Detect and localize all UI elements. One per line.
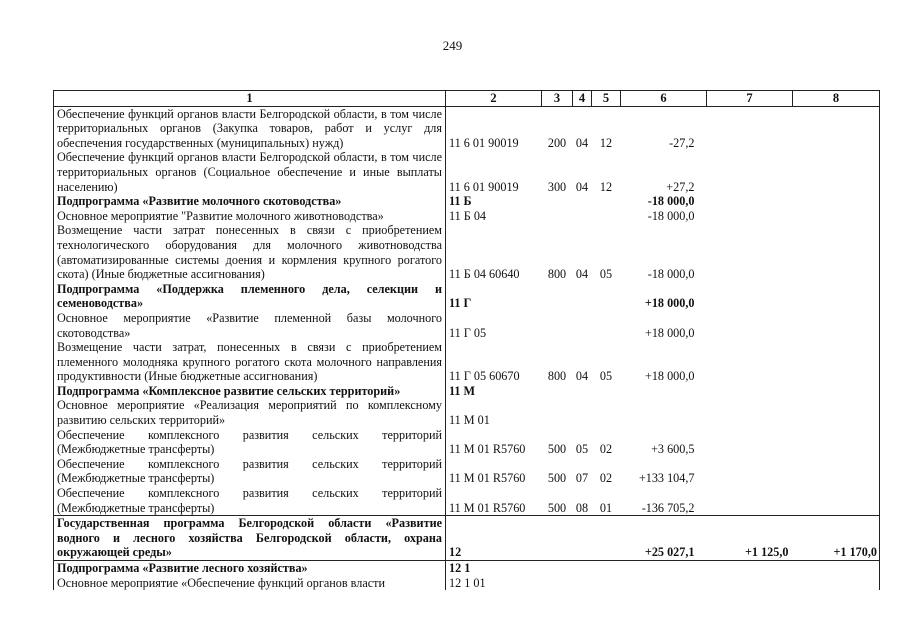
row-c8 [793,561,880,576]
header-cell: 6 [621,91,707,107]
row-c5 [592,561,621,576]
row-c8 [793,282,880,311]
row-c5 [592,516,621,561]
table-row [54,282,880,311]
row-c5: 01 [599,500,613,515]
row-name: Подпрограмма «Поддержка племенного дела, селекции и семеноводства» [54,282,446,311]
row-c3 [542,311,573,340]
row-c3 [542,576,573,591]
header-cell: 1 [54,91,446,107]
row-name: Обеспечение комплексного развития сельских территорий (Межбюджетные трансферты) [54,428,446,457]
row-code: 11 Б 04 60640 [446,223,542,281]
row-c6: -18 000,0 [647,194,695,209]
row-c3: 800 [547,369,567,384]
row-c7 [707,486,793,516]
row-name: Возмещение части затрат понесенных в связи с приобретением технологического оборудования для молочного животноводства (автоматизированные системы доения и кормления крупного рогатого скота) (Иные бюджетные ассигнования) [54,223,446,281]
table-row [54,311,880,340]
row-c4 [573,561,592,576]
row-code: 11 6 01 90019 [446,106,542,150]
row-c6: -27,2 [669,135,695,150]
row-c7 [707,106,793,150]
row-c7 [707,398,793,427]
row-c7 [707,384,793,399]
row-c7 [707,194,793,209]
row-c8 [793,340,880,384]
row-code: 11 Г 05 [446,311,542,340]
row-c8 [793,428,880,457]
row-c4: 04 [575,179,589,194]
header-row [54,91,880,107]
row-c4: 04 [575,369,589,384]
row-c7 [707,457,793,486]
row-c5 [592,282,621,311]
row-c4 [573,311,592,340]
row-c7 [707,282,793,311]
row-code: 11 М [446,384,542,399]
row-c5 [592,398,621,427]
row-c3 [542,384,573,399]
row-c3: 200 [547,135,567,150]
row-name: Обеспечение комплексного развития сельских территорий (Межбюджетные трансферты) [54,457,446,486]
row-c7 [707,223,793,281]
row-c7 [707,428,793,457]
row-c4: 07 [575,471,589,486]
row-c6: +25 027,1 [621,516,707,561]
table-row [54,486,880,516]
row-c6: -18 000,0 [647,267,695,282]
row-c8: +1 170,0 [793,516,880,561]
row-code: 12 1 01 [446,576,542,591]
row-c6: +18 000,0 [644,325,695,340]
row-name: Основное мероприятие «Обеспечение функций органов власти [54,576,446,591]
row-c3 [542,398,573,427]
header-cell: 2 [446,91,542,107]
row-c8 [793,150,880,194]
row-code: 11 Б [446,194,542,209]
row-c8 [793,311,880,340]
row-code: 11 М 01 R5760 [446,428,542,457]
header-cell: 3 [542,91,573,107]
row-c6: -18 000,0 [647,208,695,223]
row-code: 12 1 [446,561,542,576]
row-code: 11 М 01 R5760 [446,486,542,516]
row-code: 11 М 01 [446,398,542,427]
row-c5: 12 [599,135,613,150]
header-cell: 8 [793,91,880,107]
row-c5 [592,311,621,340]
row-name: Основное мероприятие «Реализация мероприятий по комплексному развитию сельских территорий» [54,398,446,427]
row-code: 12 [446,516,542,561]
row-c8 [793,486,880,516]
page-number: 249 [442,38,463,53]
row-c7 [707,561,793,576]
row-c6 [621,576,707,591]
row-c5: 02 [599,442,613,457]
header-cell: 5 [592,91,621,107]
row-code: 11 Г [446,282,542,311]
budget-table [53,90,880,590]
table-row [54,194,880,209]
row-code: 11 Г 05 60670 [446,340,542,384]
row-c7 [707,576,793,591]
row-c4 [573,576,592,591]
row-c3: 500 [547,500,567,515]
row-c7 [707,150,793,194]
row-c5: 05 [599,369,613,384]
table-row [54,150,880,194]
row-code: 11 Б 04 [446,209,542,224]
row-code: 11 М 01 R5760 [446,457,542,486]
row-c6 [621,561,707,576]
row-c6: +18 000,0 [644,296,695,311]
row-c3: 500 [547,471,567,486]
header-cell: 4 [573,91,592,107]
row-name: Обеспечение комплексного развития сельских территорий (Межбюджетные трансферты) [54,486,446,516]
row-c8 [793,398,880,427]
row-name: Обеспечение функций органов власти Белгородской области, в том числе территориальных органов (Социальное обеспечение и иные выплаты населению) [54,150,446,194]
row-c3 [542,516,573,561]
row-c7 [707,311,793,340]
row-name: Подпрограмма «Комплексное развитие сельских территорий» [54,384,446,399]
table-row [54,428,880,457]
row-name: Основное мероприятие "Развитие молочного животноводства» [54,209,446,224]
row-c4 [573,282,592,311]
row-name: Подпрограмма «Развитие молочного скотоводства» [54,194,446,209]
row-c5 [592,384,621,399]
row-c6 [621,398,707,427]
row-c6: -136 705,2 [641,500,695,515]
row-c4: 08 [575,500,589,515]
header-cell: 7 [707,91,793,107]
row-c4: 04 [575,267,589,282]
row-c5: 12 [599,179,613,194]
row-c3 [542,209,573,224]
row-c8 [793,223,880,281]
row-c3: 800 [547,267,567,282]
table-row [54,398,880,427]
row-c6: +18 000,0 [644,369,695,384]
row-c6: +3 600,5 [651,442,695,457]
row-c3: 500 [547,442,567,457]
table-row [54,516,880,561]
row-c5 [592,576,621,591]
table-row [54,340,880,384]
row-c4 [573,209,592,224]
row-c6: +27,2 [666,179,695,194]
row-c8 [793,194,880,209]
row-c4: 04 [575,135,589,150]
row-c4 [573,194,592,209]
row-c3: 300 [547,179,567,194]
row-c4 [573,384,592,399]
row-c5: 05 [599,267,613,282]
row-c8 [793,576,880,591]
row-c8 [793,106,880,150]
row-c7 [707,209,793,224]
table-row [54,209,880,224]
row-c4 [573,516,592,561]
row-c6: +133 104,7 [638,471,695,486]
row-name: Обеспечение функций органов власти Белгородской области, в том числе территориальных органов (Закупка товаров, работ и услуг для обеспечения государственных (муниципальных) нужд) [54,106,446,150]
row-c3 [542,282,573,311]
row-c5 [592,194,621,209]
row-c3 [542,194,573,209]
row-c4: 05 [575,442,589,457]
row-name: Возмещение части затрат, понесенных в связи с приобретением племенного молодняка крупного рогатого скота молочного направления продуктивности (Иные бюджетные ассигнования) [54,340,446,384]
table-row [54,223,880,281]
row-c5 [592,209,621,224]
table-row [54,384,880,399]
row-name: Основное мероприятие «Развитие племенной базы молочного скотоводства» [54,311,446,340]
table-row [54,576,880,591]
row-c5: 02 [599,471,613,486]
row-c7 [707,340,793,384]
row-c7: +1 125,0 [707,516,793,561]
table-row [54,561,880,576]
row-name: Подпрограмма «Развитие лесного хозяйства» [54,561,446,576]
row-c4 [573,398,592,427]
table-row [54,106,880,150]
row-c6 [621,384,707,399]
row-c3 [542,561,573,576]
row-name: Государственная программа Белгородской области «Развитие водного и лесного хозяйства Белгородской области, охрана окружающей среды» [54,516,446,561]
row-c8 [793,457,880,486]
row-code: 11 6 01 90019 [446,150,542,194]
table-row [54,457,880,486]
row-c8 [793,209,880,224]
row-c8 [793,384,880,399]
